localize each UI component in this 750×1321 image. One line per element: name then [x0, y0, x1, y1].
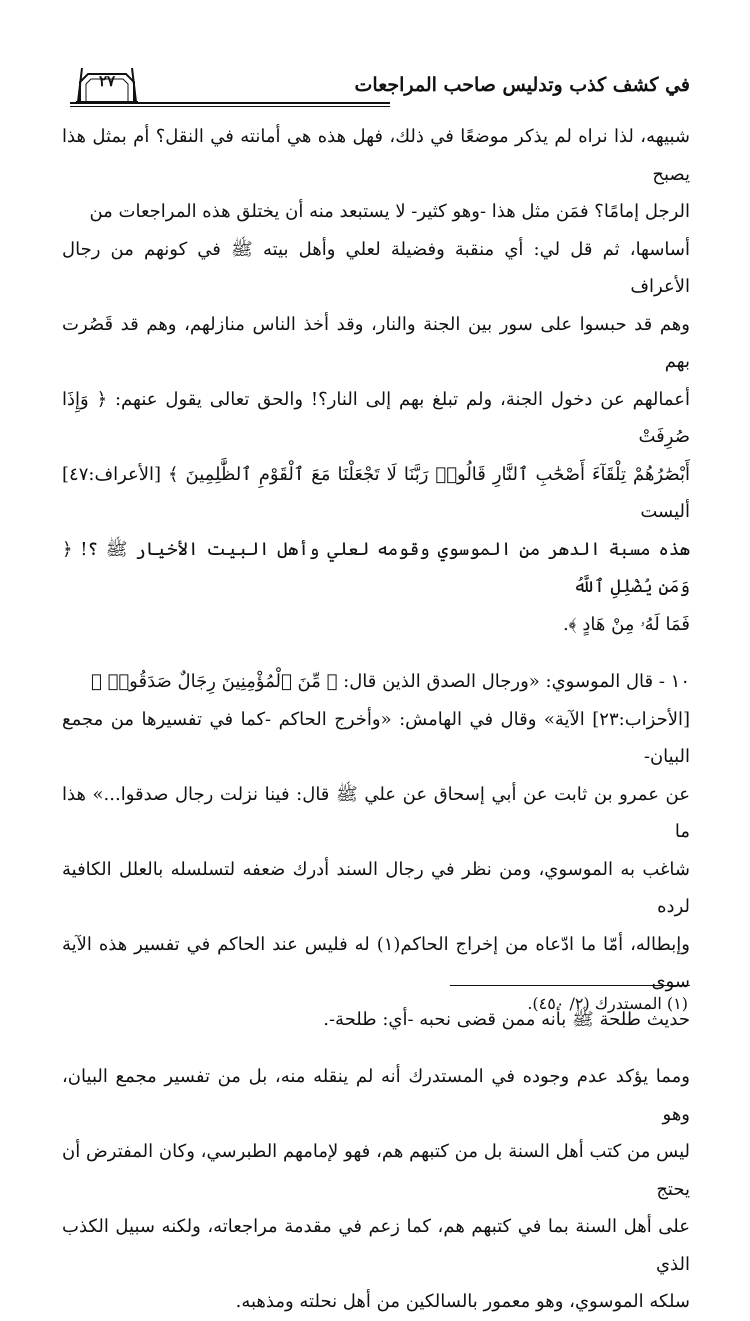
page-number-frame [76, 64, 138, 104]
text-line: ليس من كتب أهل السنة بل من كتبهم هم، فهو لإمامهم الطبرسي، وكان المفترض أن يحتج [62, 1141, 690, 1200]
text-line: هذه مسبة الدهر من الموسوي وقومه لعلي وأهل البيت الأخيار ﷺ ؟! ﴿ وَمَن يُضْلِلِ ٱللَّهُ [62, 538, 690, 597]
text-line: سلكه الموسوي، وهو معمور بالسالكين من أهل نحلته ومذهبه. [235, 1291, 690, 1312]
running-title: في كشف كذب وتدليس صاحب المراجعات [354, 74, 690, 96]
text-line: أَبْصَٰرُهُمْ تِلْقَآءَ أَصْحَٰبِ ٱلنَّارِ قَالُوا۟ رَبَّنَا لَا تَجْعَلْنَا مَعَ ٱلْقَوْمِ ٱلظَّٰلِمِينَ ﴾ [الأعراف:٤٧] أليست [62, 463, 690, 522]
text-line: على أهل السنة بما في كتبهم هم، كما زعم في مقدمة مراجعاته، ولكنه سبيل الكذب الذي [62, 1216, 690, 1275]
text-line: حديث طلحة ﷺ بأنه ممن قضى نحبه -أي: طلحة-. [323, 1008, 690, 1030]
text-line: أساسها، ثم قل لي: أي منقبة وفضيلة لعلي وأهل بيته ﷺ في كونهم من رجال الأعراف [62, 238, 690, 297]
text-line: فَمَا لَهُۥ مِنْ هَادٍ ﴾. [562, 613, 690, 635]
paragraph-1 [62, 118, 690, 643]
page-header [62, 60, 690, 106]
paragraph-gap [62, 643, 690, 663]
text-line: شبيهه، لذا نراه لم يذكر موضعًا في ذلك، فهل هذه هي أمانته في النقل؟ أم بمثل هذا يصبح [62, 126, 690, 185]
text-line: [الأحزاب:٢٣] الآية» وقال في الهامش: «وأخرج الحاكم -كما في تفسيرها من مجمع البيان- [62, 708, 690, 767]
text-line: شاغب به الموسوي، ومن نظر في رجال السند أدرك ضعفه لتسلسله بالعلل الكافية لرده [62, 858, 690, 917]
text-line: ومما يؤكد عدم وجوده في المستدرك أنه لم ينقله منه، بل من تفسير مجمع البيان، وهو [62, 1066, 690, 1125]
paragraph-2 [62, 663, 690, 1038]
text-line: ١٠ - قال الموسوي: «ورجال الصدق الذين قال: ﴿ مِّنَ ٱلْمُؤْمِنِينَ رِجَالٌ صَدَقُوا۟ ﴾ [91, 671, 690, 692]
text-line: وهم قد حبسوا على سور بين الجنة والنار، وقد أخذ الناس منازلهم، وهم قد قَصُرت بهم [62, 313, 690, 372]
footnote-separator [450, 985, 690, 986]
main-text [62, 118, 690, 1321]
paragraph-gap [62, 1038, 690, 1058]
paragraph-3 [62, 1058, 690, 1321]
page-number: ٢٧ [98, 72, 116, 90]
text-line: الرجل إمامًا؟ فمَن مثل هذا -وهو كثير- لا يستبعد منه أن يختلق هذه المراجعات من [89, 201, 690, 222]
footnote-1: (١) المستدرك (٢/ ٤٥٠). [527, 994, 688, 1013]
text-line: عن عمرو بن ثابت عن أبي إسحاق عن علي ﷺ قال: فينا نزلت رجال صدقوا...» هذا ما [62, 783, 690, 842]
text-line: وإبطاله، أمّا ما ادّعاه من إخراج الحاكم(١) له فليس عند الحاكم في تفسير هذه الآية سوى [62, 933, 690, 992]
text-line: أعمالهم عن دخول الجنة، ولم تبلغ بهم إلى النار؟! والحق تعالى يقول عنهم: ﴿ وَإِذَا صُرِفَتْ [62, 388, 690, 447]
